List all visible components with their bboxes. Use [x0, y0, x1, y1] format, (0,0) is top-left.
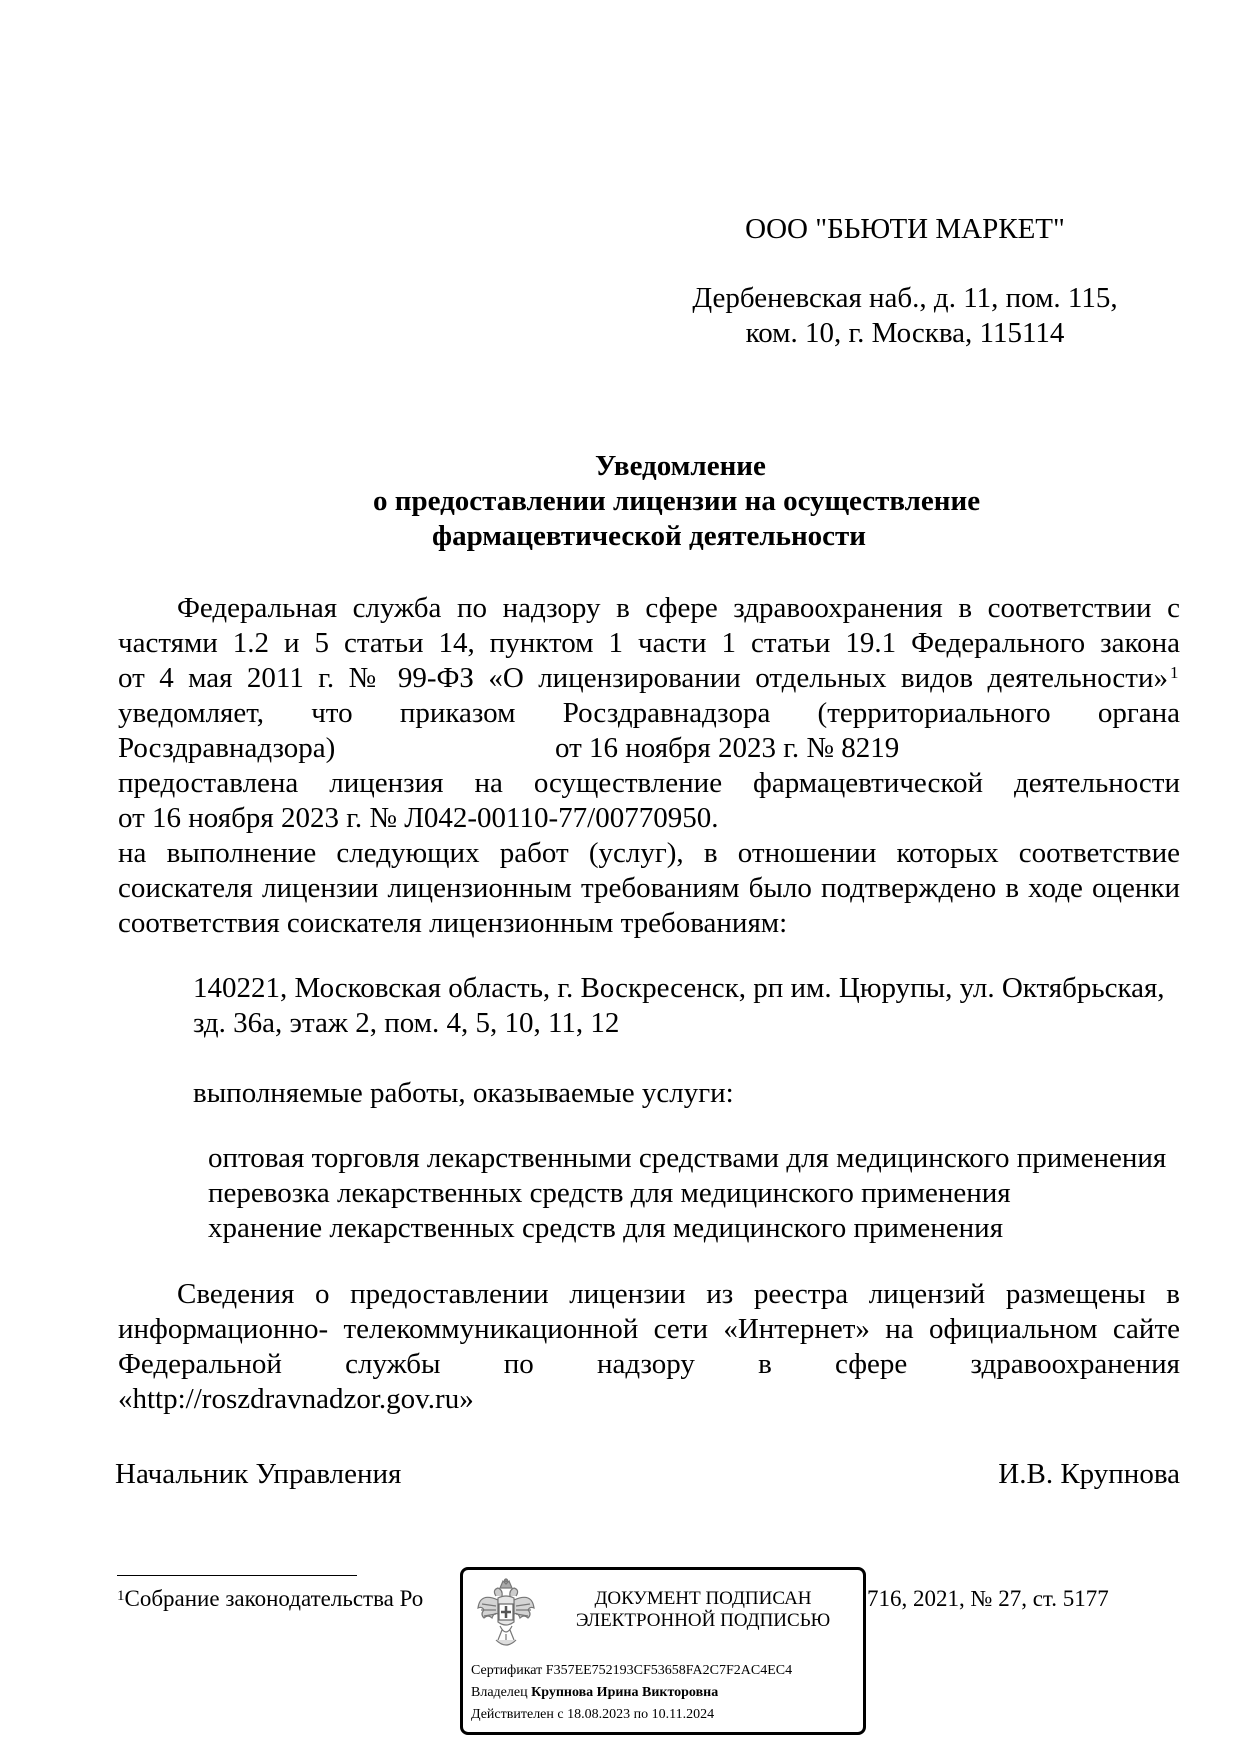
e-signature-stamp [460, 1567, 866, 1735]
document-subtitle-line1: о предоставлении лицензии на осуществление [373, 485, 981, 517]
footnote-marker: 1 [117, 1588, 125, 1604]
owner-value: Крупнова Ирина Викторовна [531, 1685, 719, 1700]
footnote [117, 1585, 423, 1613]
stamp-validity: Действителен с 18.08.2023 по 10.11.2024 [471, 1707, 715, 1722]
paragraph-line: Росздравнадзора) [118, 732, 336, 764]
paragraph-line: уведомляет, что приказом Росздравнадзора (территориального органа [118, 697, 1180, 729]
footnote-divider [117, 1575, 357, 1576]
stamp-certificate [471, 1662, 792, 1680]
license-number: от 16 ноября 2023 г. № Л042-00110-77/00770950. [118, 802, 719, 834]
site-address-line: 140221, Московская область, г. Воскресенск, рп им. Цюрупы, ул. Октябрьская, [193, 972, 1165, 1004]
registry-link[interactable]: «http://roszdravnadzor.gov.ru» [118, 1383, 474, 1415]
paragraph-line: предоставлена лицензия на осуществление фармацевтической деятельности [118, 767, 1180, 799]
paragraph-line: Федеральная служба по надзору в сфере здравоохранения в соответствии с [177, 592, 1180, 624]
stamp-heading-line2: ЭЛЕКТРОННОЙ ПОДПИСЬЮ [575, 1610, 831, 1631]
recipient-address-line2: ком. 10, г. Москва, 115114 [745, 317, 1065, 349]
footnote-text-right: 716, 2021, № 27, ст. 5177 [867, 1586, 1109, 1611]
signatory-position: Начальник Управления [115, 1458, 402, 1490]
footnote-text-left: Собрание законодательства Ро [124, 1586, 424, 1611]
certificate-label: Сертификат [471, 1663, 543, 1678]
certificate-value: F357EE752193CF53658FA2C7F2AC4EC4 [545, 1663, 793, 1678]
paragraph-line: на выполнение следующих работ (услуг), в отношении которых соответствие [118, 837, 1180, 869]
stamp-owner [471, 1684, 718, 1702]
order-reference: от 16 ноября 2023 г. № 8219 [555, 732, 900, 764]
owner-label: Владелец [471, 1685, 528, 1700]
signatory-name: И.В. Крупнова [998, 1458, 1180, 1490]
recipient-org-name: ООО "БЬЮТИ МАРКЕТ" [745, 213, 1065, 245]
recipient-address-line1: Дербеневская наб., д. 11, пом. 115, [692, 282, 1118, 314]
law-reference: от 4 мая 2011 г. № 99-ФЗ «О лицензировании отдельных видов деятельности» [118, 662, 1168, 694]
document-title: Уведомление [595, 450, 766, 482]
footnote-reference: 1 [1170, 663, 1179, 682]
service-item: оптовая торговля лекарственными средствами для медицинского применения [208, 1142, 1167, 1174]
paragraph-line [118, 661, 1168, 696]
services-label: выполняемые работы, оказываемые услуги: [193, 1077, 734, 1109]
stamp-heading [553, 1588, 853, 1632]
stamp-heading-line1: ДОКУМЕНТ ПОДПИСАН [594, 1588, 812, 1609]
paragraph-line: информационно- телекоммуникационной сети «Интернет» на официальном сайте [118, 1313, 1180, 1345]
site-address-line: зд. 36а, этаж 2, пом. 4, 5, 10, 11, 12 [193, 1007, 620, 1039]
coat-of-arms-icon [474, 1578, 538, 1652]
document-subtitle-line2: фармацевтической деятельности [432, 520, 867, 552]
paragraph-line: соответствия соискателя лицензионным требованиям: [118, 907, 788, 939]
service-item: хранение лекарственных средств для медицинского применения [208, 1212, 1004, 1244]
paragraph-line: частями 1.2 и 5 статьи 14, пунктом 1 части 1 статьи 19.1 Федерального закона [118, 627, 1180, 659]
paragraph-line: Федеральной службы по надзору в сфере здравоохранения [118, 1348, 1180, 1380]
paragraph-line: Сведения о предоставлении лицензии из реестра лицензий размещены в [177, 1278, 1180, 1310]
paragraph-line: соискателя лицензии лицензионным требованиям было подтверждено в ходе оценки [118, 872, 1180, 904]
service-item: перевозка лекарственных средств для медицинского применения [208, 1177, 1011, 1209]
